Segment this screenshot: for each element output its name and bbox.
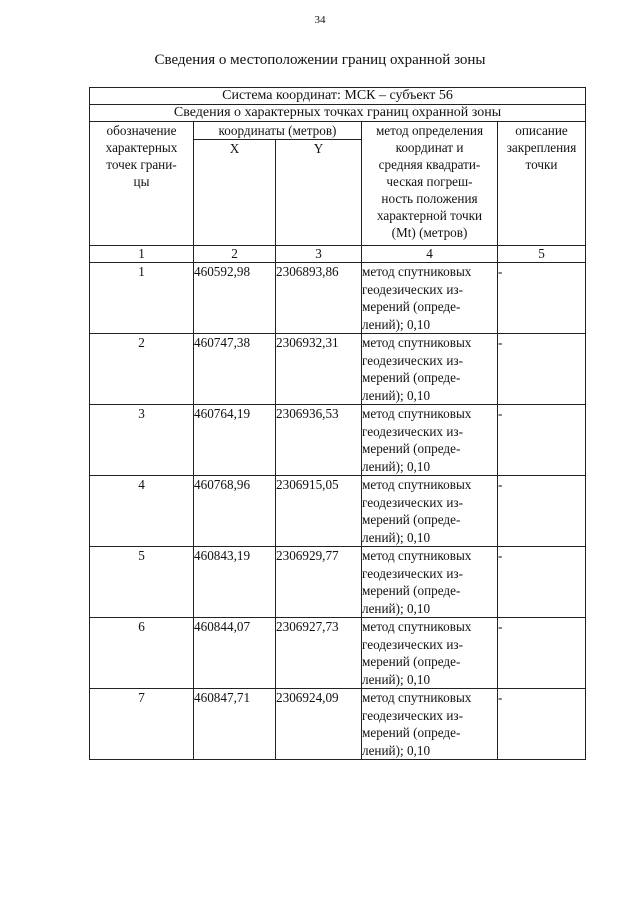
header-line: метод определения (375, 123, 484, 138)
table-row (90, 405, 586, 476)
method-line: метод спутниковых (362, 335, 472, 350)
table-row (90, 547, 586, 618)
y-coordinate-cell: 2306936,53 (276, 405, 362, 476)
method-line: мерений (опреде- (362, 370, 461, 385)
point-cell: 7 (90, 689, 194, 760)
column-number: 4 (362, 246, 498, 263)
header-line: характерных (105, 140, 178, 155)
method-cell (362, 689, 498, 760)
header-row (90, 122, 586, 140)
header-point-designation (90, 122, 194, 246)
method-line: метод спутниковых (362, 690, 472, 705)
column-number: 3 (276, 246, 362, 263)
point-cell: 2 (90, 334, 194, 405)
description-cell: - (498, 334, 586, 405)
method-line: мерений (опреде- (362, 441, 461, 456)
header-line: координат и (395, 140, 464, 155)
boundary-points-table (89, 87, 586, 760)
header-line: описание (515, 123, 568, 138)
header-y: Y (276, 140, 362, 246)
point-cell: 4 (90, 476, 194, 547)
method-cell (362, 618, 498, 689)
method-line: лений); 0,10 (362, 742, 431, 758)
x-coordinate-cell: 460592,98 (194, 263, 276, 334)
method-line: мерений (опреде- (362, 299, 461, 314)
section-title: Сведения о характерных точках границ охранной зоны (90, 105, 586, 122)
coordinate-system-label: Система координат: МСК – субъект 56 (90, 88, 586, 105)
method-line: лений); 0,10 (362, 600, 431, 616)
method-line: мерений (опреде- (362, 725, 461, 740)
method-cell (362, 334, 498, 405)
header-line: характерной точки (376, 208, 483, 223)
method-line: геодезических из- (362, 636, 463, 652)
column-number-row (90, 246, 586, 263)
header-line: точек грани- (106, 157, 177, 172)
method-line: геодезических из- (362, 281, 463, 297)
coordinate-system-row (90, 88, 586, 105)
table-row (90, 618, 586, 689)
method-line: лений); 0,10 (362, 458, 431, 474)
x-coordinate-cell: 460764,19 (194, 405, 276, 476)
method-line: метод спутниковых (362, 548, 472, 563)
method-line: геодезических из- (362, 707, 463, 723)
method-cell (362, 547, 498, 618)
method-cell (362, 263, 498, 334)
header-x: X (194, 140, 276, 246)
page-title: Сведения о местоположении границ охранной зоны (154, 52, 486, 68)
point-cell: 1 (90, 263, 194, 334)
description-cell: - (498, 618, 586, 689)
y-coordinate-cell: 2306929,77 (276, 547, 362, 618)
method-line: мерений (опреде- (362, 654, 461, 669)
header-line: закрепления (506, 140, 577, 155)
method-line: геодезических из- (362, 494, 463, 510)
x-coordinate-cell: 460844,07 (194, 618, 276, 689)
point-cell: 3 (90, 405, 194, 476)
method-line: метод спутниковых (362, 406, 472, 421)
method-cell (362, 405, 498, 476)
x-coordinate-cell: 460747,38 (194, 334, 276, 405)
column-number: 2 (194, 246, 276, 263)
y-coordinate-cell: 2306924,09 (276, 689, 362, 760)
table-row (90, 334, 586, 405)
header-line: (Mt) (метров) (391, 225, 468, 240)
header-description (498, 122, 586, 246)
header-line: ность положения (381, 191, 478, 206)
method-line: лений); 0,10 (362, 671, 431, 687)
table-row (90, 263, 586, 334)
header-line: средняя квадрати- (378, 157, 481, 172)
header-coordinates: координаты (метров) (194, 122, 362, 140)
page-number: 34 (314, 14, 326, 26)
description-cell: - (498, 476, 586, 547)
method-line: метод спутниковых (362, 477, 472, 492)
table-row (90, 689, 586, 760)
method-line: лений); 0,10 (362, 316, 431, 332)
header-line: цы (133, 174, 150, 189)
header-line: обозначение (106, 123, 177, 138)
point-cell: 5 (90, 547, 194, 618)
x-coordinate-cell: 460768,96 (194, 476, 276, 547)
column-number: 1 (90, 246, 194, 263)
point-cell: 6 (90, 618, 194, 689)
header-line: точки (525, 157, 558, 172)
method-line: метод спутниковых (362, 619, 472, 634)
header-line: ческая погреш- (386, 174, 473, 189)
x-coordinate-cell: 460847,71 (194, 689, 276, 760)
description-cell: - (498, 547, 586, 618)
y-coordinate-cell: 2306932,31 (276, 334, 362, 405)
method-line: мерений (опреде- (362, 512, 461, 527)
method-line: лений); 0,10 (362, 529, 431, 545)
y-coordinate-cell: 2306893,86 (276, 263, 362, 334)
method-line: геодезических из- (362, 565, 463, 581)
x-coordinate-cell: 460843,19 (194, 547, 276, 618)
method-line: геодезических из- (362, 352, 463, 368)
y-coordinate-cell: 2306915,05 (276, 476, 362, 547)
method-line: лений); 0,10 (362, 387, 431, 403)
section-title-row (90, 105, 586, 122)
method-cell (362, 476, 498, 547)
y-coordinate-cell: 2306927,73 (276, 618, 362, 689)
method-line: метод спутниковых (362, 264, 472, 279)
description-cell: - (498, 263, 586, 334)
table-row (90, 476, 586, 547)
header-method (362, 122, 498, 246)
method-line: мерений (опреде- (362, 583, 461, 598)
method-line: геодезических из- (362, 423, 463, 439)
description-cell: - (498, 689, 586, 760)
column-number: 5 (498, 246, 586, 263)
description-cell: - (498, 405, 586, 476)
